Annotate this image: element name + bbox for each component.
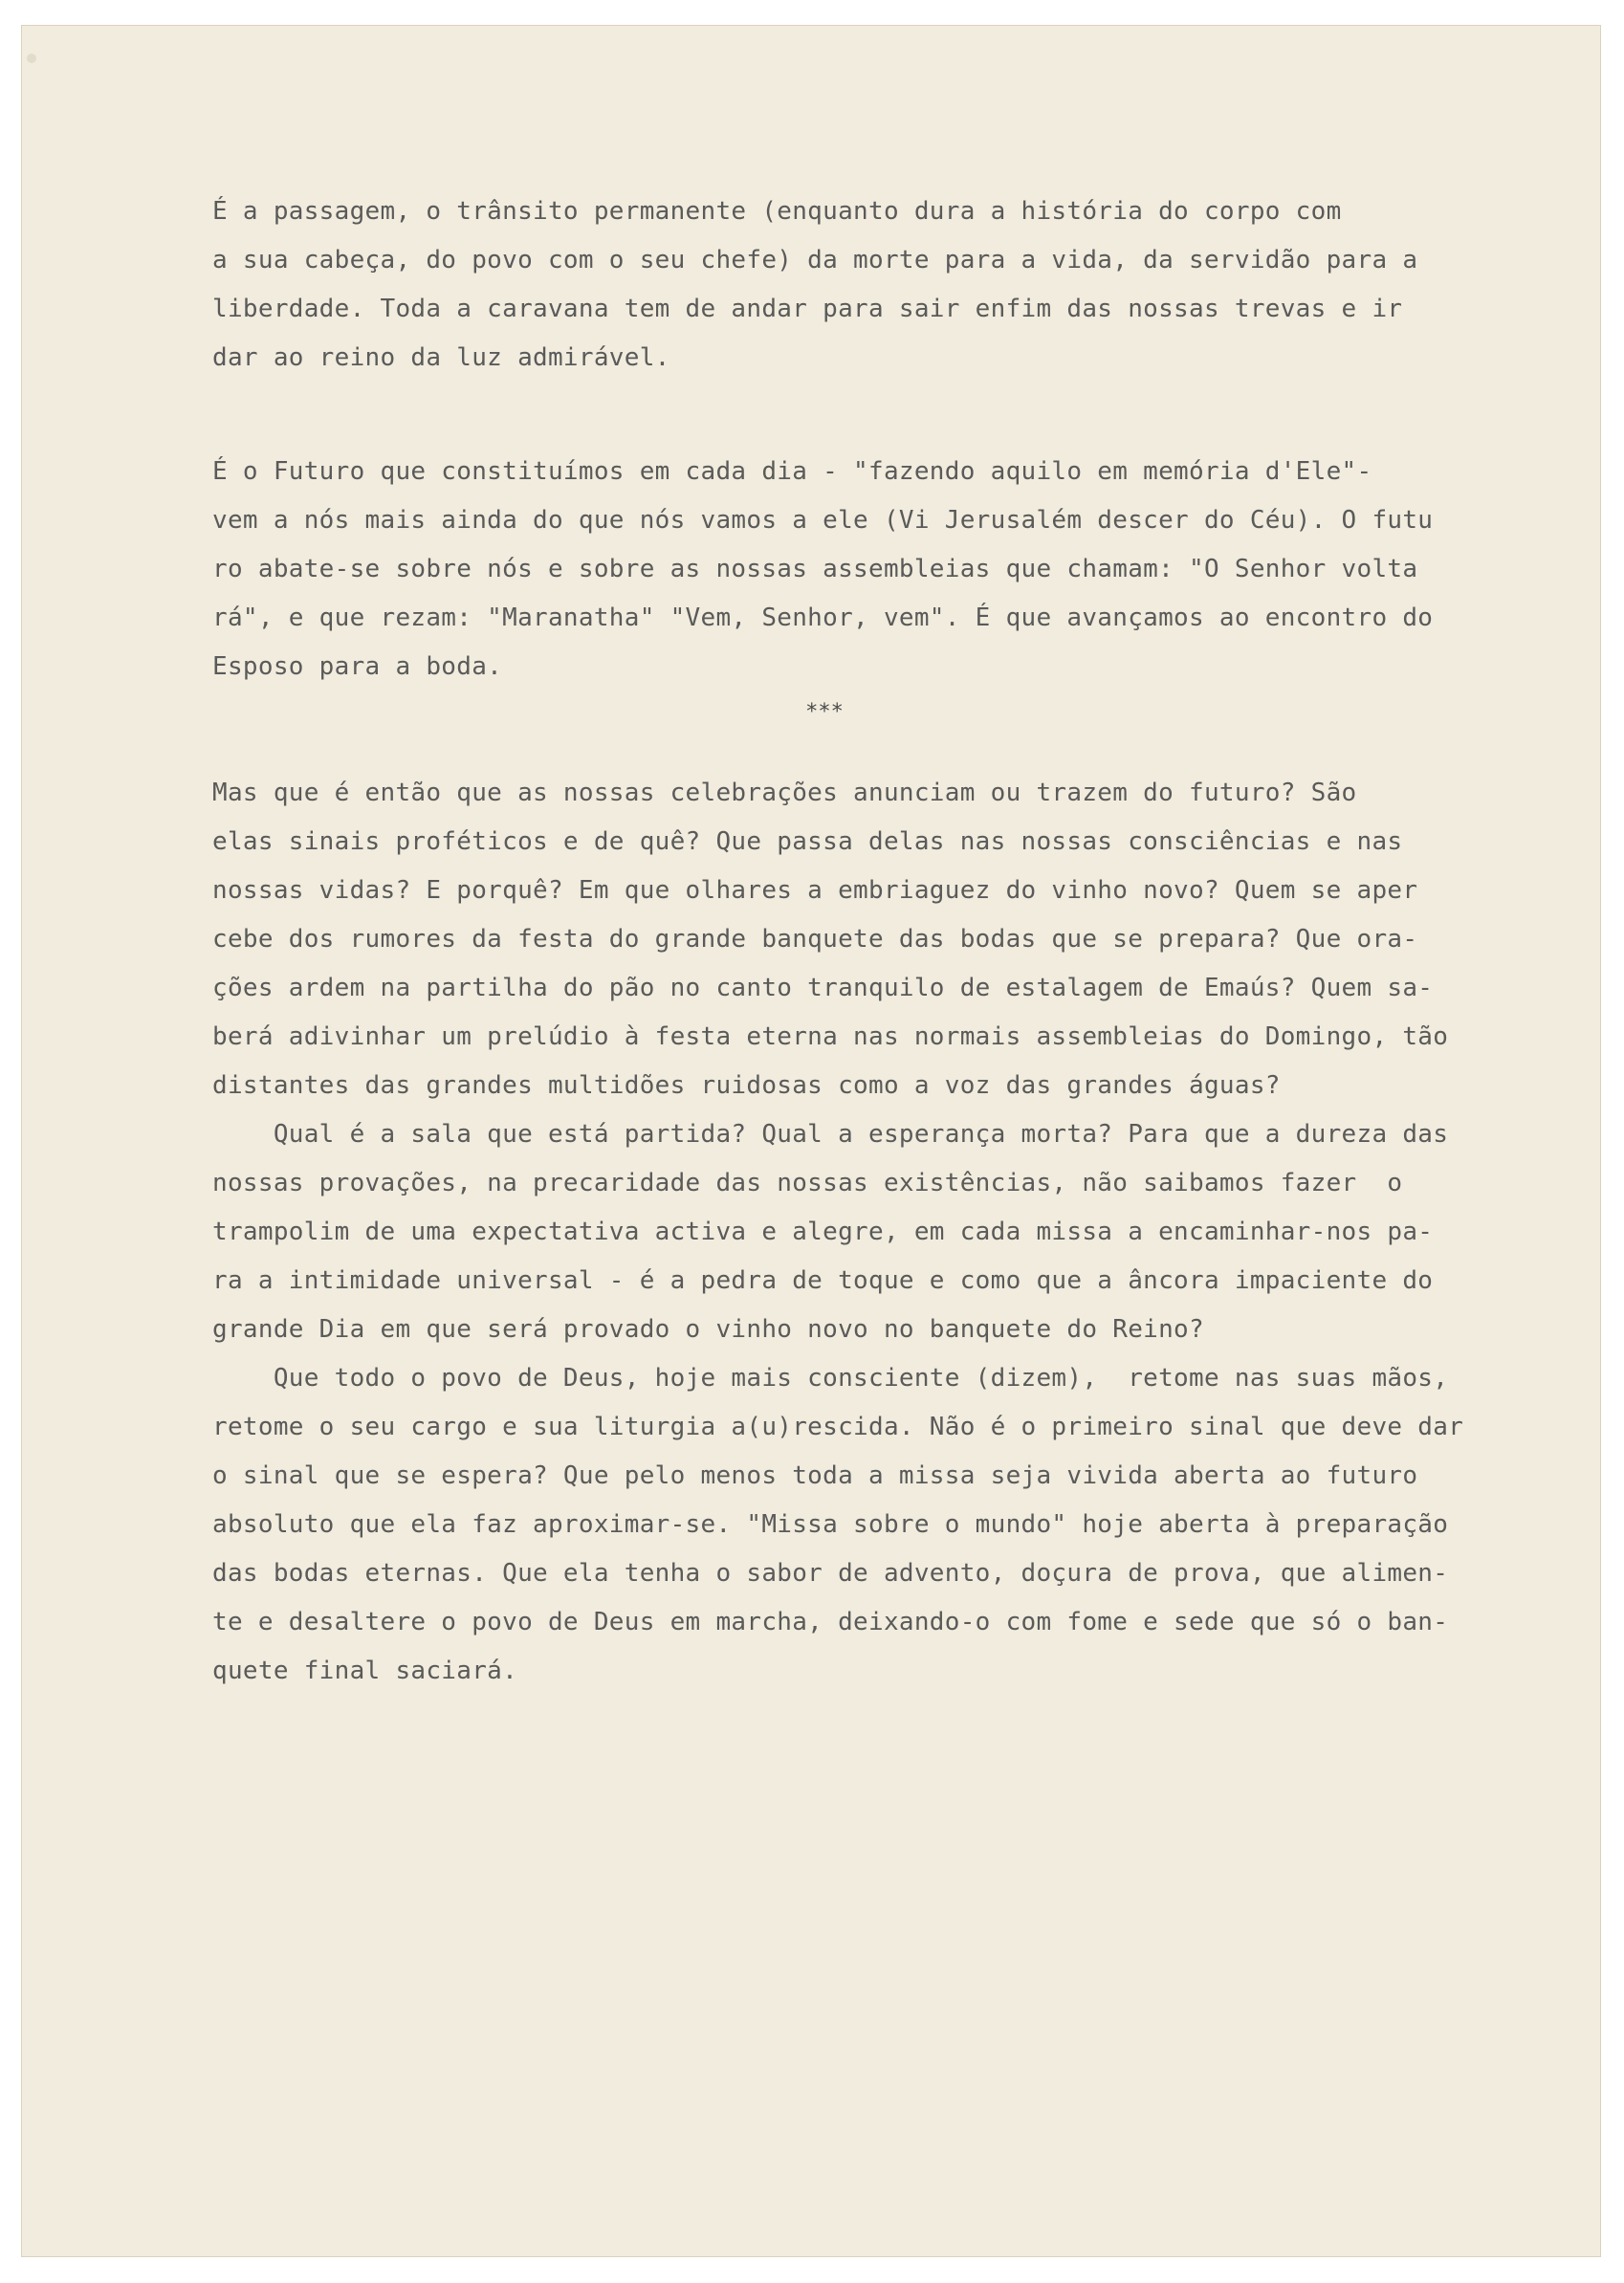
- text-line: Qual é a sala que está partida? Qual a esperança morta? Para que a dureza das: [212, 1120, 1449, 1149]
- text-line: te e desaltere o povo de Deus em marcha, deixando-o com fome e sede que só o ban-: [212, 1608, 1449, 1636]
- text-line: berá adivinhar um prelúdio à festa eterna nas normais assembleias do Domingo, tão: [212, 1022, 1449, 1051]
- text-line: Mas que é então que as nossas celebrações anunciam ou trazem do futuro? São: [212, 779, 1357, 807]
- text-line: É a passagem, o trânsito permanente (enquanto dura a história do corpo com: [212, 197, 1342, 226]
- paragraph-2: [212, 448, 1494, 691]
- text-line: distantes das grandes multidões ruidosas como a voz das grandes águas?: [212, 1071, 1281, 1100]
- paper-page: [21, 25, 1601, 2257]
- text-line: cebe dos rumores da festa do grande banquete das bodas que se prepara? Que ora-: [212, 925, 1418, 954]
- text-line: retome o seu cargo e sua liturgia a(u)rescida. Não é o primeiro sinal que deve dar: [212, 1413, 1464, 1441]
- text-line: liberdade. Toda a caravana tem de andar para sair enfim das nossas trevas e ir: [212, 295, 1403, 323]
- text-line: nossas vidas? E porquê? Em que olhares a embriaguez do vinho novo? Quem se aper: [212, 876, 1418, 905]
- text-line: ções ardem na partilha do pão no canto tranquilo de estalagem de Emaús? Quem sa-: [212, 974, 1434, 1002]
- text-line: ra a intimidade universal - é a pedra de toque e como que a âncora impaciente do: [212, 1266, 1434, 1295]
- text-line: quete final saciará.: [212, 1657, 518, 1685]
- text-line: grande Dia em que será provado o vinho novo no banquete do Reino?: [212, 1315, 1204, 1344]
- paragraph-1: [212, 187, 1494, 383]
- paragraph-3: [212, 769, 1494, 1696]
- text-line: Esposo para a boda.: [212, 652, 503, 681]
- text-line: a sua cabeça, do povo com o seu chefe) da morte para a vida, da servidão para a: [212, 246, 1418, 274]
- text-line: dar ao reino da luz admirável.: [212, 343, 670, 372]
- text-line: absoluto que ela faz aproximar-se. "Missa sobre o mundo" hoje aberta à preparação: [212, 1510, 1449, 1539]
- text-line: vem a nós mais ainda do que nós vamos a ele (Vi Jerusalém descer do Céu). O futu: [212, 506, 1434, 535]
- section-separator: ***: [805, 700, 844, 724]
- text-line: das bodas eternas. Que ela tenha o sabor de advento, doçura de prova, que alimen-: [212, 1559, 1449, 1588]
- text-line: nossas provações, na precaridade das nossas existências, não saibamos fazer o: [212, 1169, 1403, 1197]
- text-line: rá", e que rezam: "Maranatha" "Vem, Senhor, vem". É que avançamos ao encontro do: [212, 604, 1434, 632]
- text-line: elas sinais proféticos e de quê? Que passa delas nas nossas consciências e nas: [212, 827, 1403, 856]
- text-line: Que todo o povo de Deus, hoje mais consciente (dizem), retome nas suas mãos,: [212, 1364, 1449, 1393]
- text-line: É o Futuro que constituímos em cada dia - "fazendo aquilo em memória d'Ele"-: [212, 457, 1372, 486]
- text-line: o sinal que se espera? Que pelo menos toda a missa seja vivida aberta ao futuro: [212, 1461, 1418, 1490]
- text-line: trampolim de uma expectativa activa e alegre, em cada missa a encaminhar-nos pa-: [212, 1218, 1434, 1246]
- text-line: ro abate-se sobre nós e sobre as nossas assembleias que chamam: "O Senhor volta: [212, 555, 1418, 583]
